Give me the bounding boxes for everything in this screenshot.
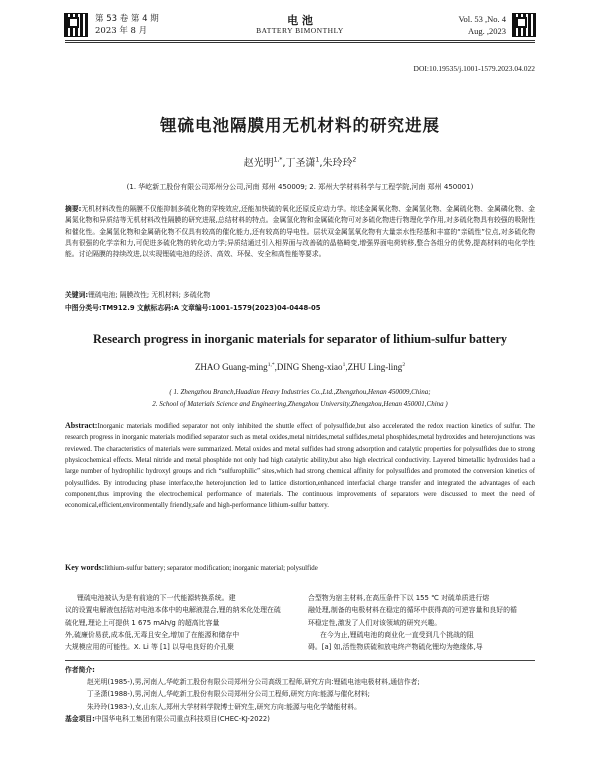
fund-label: 基金项目: <box>65 714 95 723</box>
author-info-item: 丁圣潇(1988-),男,河南人,华屹新工股份有限公司郑州分公司工程师,研究方向:能源与催化材料; <box>87 690 370 699</box>
keywords-en-text: lithium-sulfur battery; separator modification; inorganic material; polysulfide <box>104 565 318 572</box>
date-en: Aug. ,2023 <box>467 26 506 36</box>
author-en-2-sup: 1 <box>342 362 346 368</box>
qr-code-right-icon <box>513 14 535 36</box>
body-right-column <box>308 592 536 653</box>
author-cn-1: 赵光明 <box>243 158 274 169</box>
authors-cn <box>0 154 600 169</box>
author-en-1: ZHAO Guang-ming <box>194 362 268 372</box>
classification-cn: 中图分类号:TM912.9 文献标志码:A 文章编号:1001-1579(2023)04-0448-05 <box>65 304 321 312</box>
keywords-cn-text: 锂硫电池; 隔膜改性; 无机材料; 多硫化物 <box>88 291 211 299</box>
author-cn-3-sup: 2 <box>352 156 357 164</box>
abstract-cn-text: 无机材料改性的隔膜不仅能抑制多硫化物的穿梭效应,还能加快硫的氧化还原反应动力学。综述金属氧化物、金属氢化物、金属硫化物、金属磷化物、金属氮化物和异质结等无机材料改性隔膜的研究进展,总结材料的特点。金属氢化物和金属硫化物可对多硫化物进行物理化学作用,对多硫化物具有较强的吸附性和催化性。金属氢化物和金属硝化物不仅具有较高的催化能力,还有较高的导电性。层状双金属氢氧化物有大量亲水性羟基和丰富的“亲硫性”位点,对多硫化物具有很强的化学亲和力,可促进多硫化物的转化动力学;异质结通过引入相界面与改善硫的晶格畸变,增强界面电荷转移,整合各组分的优势,提高材料的电化学性能。讨论隔膜的持续改进,以实现锂硫电池的经济、高效、环保、安全和高性能等要求。 <box>65 205 535 259</box>
body-left-line: 议的设置电解液包括钴对电池本体中的电解液混合,锂的纳米化处理在硫 <box>65 606 281 615</box>
abstract-cn-label: 摘要: <box>65 205 82 213</box>
header-rule <box>65 40 535 41</box>
body-left-line: 大规模应用的可能性。X. Li 等 [1] 以导电良好的介孔聚 <box>65 643 234 652</box>
author-cn-2-sup: 1 <box>315 156 320 164</box>
author-info <box>65 664 535 725</box>
body-right-line: 环稳定性,激发了人们对该领域的研究兴趣。 <box>308 618 442 627</box>
author-en-3-sup: 2 <box>402 362 406 368</box>
abstract-en-text: Inorganic materials modified separator not only inhibited the shuttle effect of polysulfide,but also accelerated the redox reaction kinetics of sulfur. The research progress in inorganic materials modified separator such as metal oxides,metal nitrides,metal sulfides,metal phosphides,metal hydroxides and heterojunctions was reviewed. The characteristics of materials were summarized. Metal oxides and metal sulfides had strong adsorption and catalytic properties for polysulfides due to strong physicochemical effects. Metal nitride and metal phosphide not only had high catalytic ability,but also high electrical conductivity. Layered bimetallic hydroxides had a large number of hydrophilic hydroxyl groups and rich “sulfurophilic” sites,which had strong chemical affinity for polysulfides and promoted the conversion kinetics of polysulfides. By introducing phase interface,the heterojunction led to lattice distortion,enhanced interfacial charge transfer and integrated the advantages of each component,thus improving the electrochemical performance of materials. The continuous improvements of separators were discussed to meet the need of economical,efficient,environmentally friendly,safe and high-performance lithium-sulfur battery. <box>65 423 535 510</box>
fund-text: 中国华电科工集团有限公司重点科技项目(CHEC-KJ-2022) <box>94 714 270 723</box>
author-cn-2: ,丁圣潇 <box>282 158 316 169</box>
body-left-line: 硫化锂,理论上可提供 1 675 mAh/g 的超高比容量 <box>65 618 220 627</box>
author-info-item: 赵光明(1985-),男,河南人,华屹新工股份有限公司郑州分公司高级工程师,研究方向:锂硫电池电极材料,通信作者; <box>87 678 420 687</box>
qr-code-left-icon <box>65 14 87 36</box>
journal-name-en: BATTERY BIMONTHLY <box>256 26 344 35</box>
affiliation-en-1: ( 1. Zhengzhou Branch,Huadian Heavy Industries Co.,Ltd.,Zhengzhou,Henan 450009,China; <box>169 388 431 396</box>
date-cn: 2023 年 8 月 <box>95 26 148 36</box>
header-rule-thin <box>65 42 535 43</box>
footnote-rule <box>65 660 535 661</box>
volume-issue-cn: 第 53 卷 第 4 期 <box>95 14 159 24</box>
body-left-column <box>65 592 293 653</box>
body-left-line: 锂硫电池被认为是有前途的下一代能源转换系统。建 <box>77 594 236 602</box>
keywords-en <box>65 562 535 574</box>
affiliation-en-2: 2. School of Materials Science and Engineering,Zhengzhou University,Zhengzhou,Henan 450001,China ) <box>152 400 448 408</box>
author-cn-3: ,朱玲玲 <box>319 158 353 169</box>
author-en-2: ,DING Sheng-xiao <box>274 362 343 372</box>
authors-en <box>0 362 600 372</box>
body-right-line: 在今为止,锂硫电池的商业化一直受到几个挑战的阻 <box>320 630 474 639</box>
keywords-cn <box>65 290 535 301</box>
author-en-1-sup: 1,* <box>267 362 275 368</box>
body-left-line: 外,硫廉价易获,成本低,无毒且安全,增加了在能源和储存中 <box>65 630 240 639</box>
fund-line <box>65 713 535 725</box>
title-en: Research progress in inorganic materials for separator of lithium-sulfur battery <box>93 332 507 346</box>
doi: DOI:10.19535/j.1001-1579.2023.04.022 <box>413 64 535 73</box>
body-right-line: 碍。[a] 如,活性物质硫和放电终产物硫化锂均为绝缘体,导 <box>308 643 483 652</box>
abstract-cn <box>65 204 535 260</box>
body-right-line: 融处理,制备的电极材料在稳定的循环中获得高的可逆容量和良好的循 <box>308 606 517 615</box>
author-en-3: ,ZHU Ling-ling <box>345 362 403 372</box>
journal-name-cn: 电 池 <box>287 14 313 27</box>
author-info-label: 作者简介: <box>65 666 95 674</box>
volume-issue-en: Vol. 53 ,No. 4 <box>458 14 506 24</box>
abstract-en-label: Abstract: <box>65 421 98 430</box>
author-cn-1-sup: 1,* <box>273 156 283 164</box>
affiliation-cn: (1. 华屹新工股份有限公司郑州分公司,河南 郑州 450009; 2. 郑州大学材料科学与工程学院,河南 郑州 450001) <box>126 183 474 191</box>
title-cn: 锂硫电池隔膜用无机材料的研究进展 <box>160 116 440 135</box>
author-info-item: 朱玲玲(1983-),女,山东人,郑州大学材料学院博士研究生,研究方向:能源与电化学储能材料。 <box>87 702 361 711</box>
keywords-en-label: Key words: <box>65 563 105 572</box>
body-right-line: 合型物为宿主材料,在高压条件下以 155 ℃ 对硫单质进行熔 <box>308 594 490 602</box>
keywords-cn-label: 关键词: <box>65 291 89 299</box>
abstract-en <box>65 420 535 512</box>
